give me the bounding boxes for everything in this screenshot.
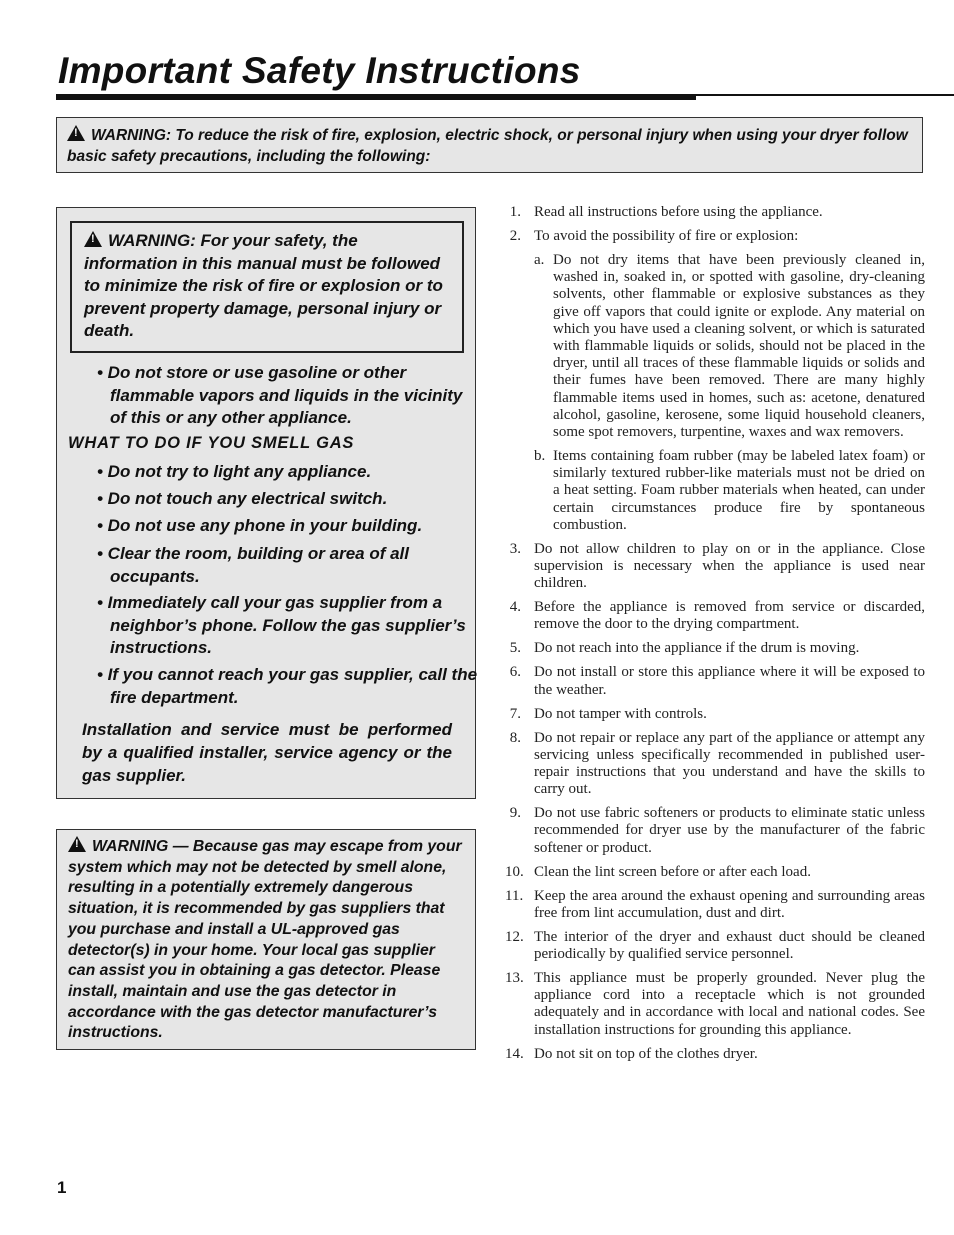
item-number: 8. bbox=[509, 729, 521, 746]
gas-heading: WHAT TO DO IF YOU SMELL GAS bbox=[68, 434, 355, 452]
item-text: Keep the area around the exhaust opening and surrounding areas free from lint accumulation, dust and dirt. bbox=[534, 887, 925, 921]
list-item bbox=[505, 541, 925, 593]
inner-warning-text: For your safety, the information in this manual must be followed to minimize the risk of fire or explosion or to prevent property damage, personal injury or death. bbox=[84, 231, 443, 341]
list-item bbox=[505, 228, 925, 245]
sub-item-text: Do not dry items that have been previously cleaned in, washed in, soaked in, or spotted with gasoline, dry-cleaning solvents, other flammable or explosive substances as they give off vapors that could ignite or explode. Any material on which you have used a cleaning solvent, or which is saturated with flammable liquids or solids, should not be placed in the dryer, until all traces of these flammable liquids or solids and their fumes have been removed. There are many highly flammable items used in homes, such as: acetone, denatured alcohol, gasoline, kerosene, some liquid household cleaners, some spot removers, turpentine, waxes and wax removers. bbox=[553, 252, 925, 441]
storage-bullet: • Do not store or use gasoline or other flammable vapors and liquids in the vicinity of this or any other appliance. bbox=[97, 363, 463, 427]
gas-step: • Immediately call your gas supplier from a neighbor’s phone. Follow the gas supplier’s instructions. bbox=[97, 593, 466, 657]
item-number: 9. bbox=[509, 805, 521, 822]
top-warning-label: WARNING: bbox=[91, 127, 172, 144]
item-number: 3. bbox=[509, 540, 521, 557]
item-number: 11. bbox=[505, 887, 524, 904]
item-text: Do not allow children to play on or in the appliance. Close supervision is necessary when the appliance is used near children. bbox=[534, 540, 925, 592]
sub-item bbox=[534, 252, 925, 441]
item-text: Do not sit on top of the clothes dryer. bbox=[534, 1045, 758, 1062]
top-warning-text: To reduce the risk of fire, explosion, electric shock, or personal injury when using your dryer follow basic safety precautions, including the following: bbox=[67, 127, 908, 165]
gas-detector-warning-label: WARNING — bbox=[92, 838, 189, 855]
item-text: The interior of the dryer and exhaust duct should be cleaned periodically by qualified service personnel. bbox=[534, 928, 925, 963]
list-item bbox=[505, 805, 925, 857]
gas-step: • Do not try to light any appliance. bbox=[97, 462, 372, 481]
item-text: Do not reach into the appliance if the drum is moving. bbox=[534, 640, 860, 657]
warning-triangle-icon bbox=[68, 836, 86, 852]
item-text: This appliance must be properly grounded. Never plug the appliance cord into a receptacle which is not grounded adequately and in accordance with local and national codes. See installation instructions for grounding this appliance. bbox=[534, 970, 925, 1038]
page-title: Important Safety Instructions bbox=[58, 50, 581, 91]
item-number: 2. bbox=[509, 228, 521, 244]
inner-warning-box bbox=[70, 221, 464, 353]
warning-triangle-icon bbox=[67, 125, 85, 141]
item-number: 5. bbox=[509, 640, 521, 657]
gas-step: • Clear the room, building or area of all occupants. bbox=[97, 544, 410, 586]
list-item bbox=[505, 599, 925, 633]
list-item bbox=[505, 730, 925, 799]
item-number: 4. bbox=[509, 599, 521, 616]
gas-detector-warning-box bbox=[56, 829, 476, 1050]
item-number: 7. bbox=[509, 705, 521, 722]
title-rule bbox=[56, 94, 696, 100]
sub-item-letter: a. bbox=[534, 252, 545, 268]
item-text: Do not install or store this appliance where it will be exposed to the weather. bbox=[534, 664, 925, 698]
list-item bbox=[505, 204, 925, 221]
item-number: 10. bbox=[505, 863, 524, 880]
warning-triangle-icon bbox=[84, 231, 102, 247]
item-number: 13. bbox=[505, 970, 524, 987]
item-text: Do not tamper with controls. bbox=[534, 705, 707, 722]
sub-item bbox=[534, 448, 925, 534]
top-warning-box bbox=[56, 117, 923, 173]
list-item bbox=[505, 929, 925, 963]
item-number: 6. bbox=[509, 664, 521, 681]
list-item bbox=[505, 864, 925, 881]
list-item bbox=[505, 640, 925, 657]
list-item bbox=[505, 1046, 925, 1063]
install-note: Installation and service must be performed by a qualified installer, service agency or the gas supplier. bbox=[82, 720, 452, 785]
sub-list bbox=[505, 252, 925, 534]
gas-detector-warning-text: Because gas may escape from your system which may not be detected by smell alone, resulting in a potentially extremely dangerous situation, it is recommended by gas suppliers that you purchase and install a UL-approved gas detector(s) in your home. Your local gas supplier can assist you in obtaining a gas detector. Please install, maintain and use the gas detector in accordance with the gas detector manufacturer’s instructions. bbox=[68, 838, 462, 1042]
item-number: 1. bbox=[509, 204, 521, 220]
list-item bbox=[505, 664, 925, 698]
gas-step: • Do not touch any electrical switch. bbox=[97, 489, 388, 508]
list-item bbox=[505, 706, 925, 723]
instruction-list bbox=[505, 204, 925, 1070]
item-text: Read all instructions before using the appliance. bbox=[534, 204, 823, 220]
gas-safety-box bbox=[56, 207, 476, 799]
item-text: Do not use fabric softeners or products to eliminate static unless recommended for dryer use by the manufacturer of the fabric softener or product. bbox=[534, 805, 925, 856]
item-text: To avoid the possibility of fire or explosion: bbox=[534, 228, 799, 244]
item-text: Before the appliance is removed from service or discarded, remove the door to the drying compartment. bbox=[534, 599, 925, 633]
sub-item-text: Items containing foam rubber (may be labeled latex foam) or similarly textured rubber-like materials must not be dried on a heat setting. Foam rubber materials when heated, can under certain circumstances produce fire by spontaneous combustion. bbox=[553, 448, 925, 533]
gas-step: • If you cannot reach your gas supplier, call the fire department. bbox=[97, 665, 478, 707]
item-number: 12. bbox=[505, 928, 524, 945]
item-text: Do not repair or replace any part of the appliance or attempt any servicing unless specifically recommended in published user-repair instructions that you understand and have the skills to carry out. bbox=[534, 729, 925, 798]
gas-step: • Do not use any phone in your building. bbox=[97, 516, 423, 535]
item-number: 14. bbox=[505, 1045, 524, 1062]
title-rule-extension bbox=[696, 94, 954, 96]
list-item bbox=[505, 888, 925, 922]
item-text: Clean the lint screen before or after each load. bbox=[534, 863, 811, 880]
sub-item-letter: b. bbox=[534, 448, 546, 465]
page-number: 1 bbox=[57, 1178, 67, 1197]
inner-warning-label: WARNING: bbox=[108, 231, 196, 250]
list-item bbox=[505, 970, 925, 1039]
